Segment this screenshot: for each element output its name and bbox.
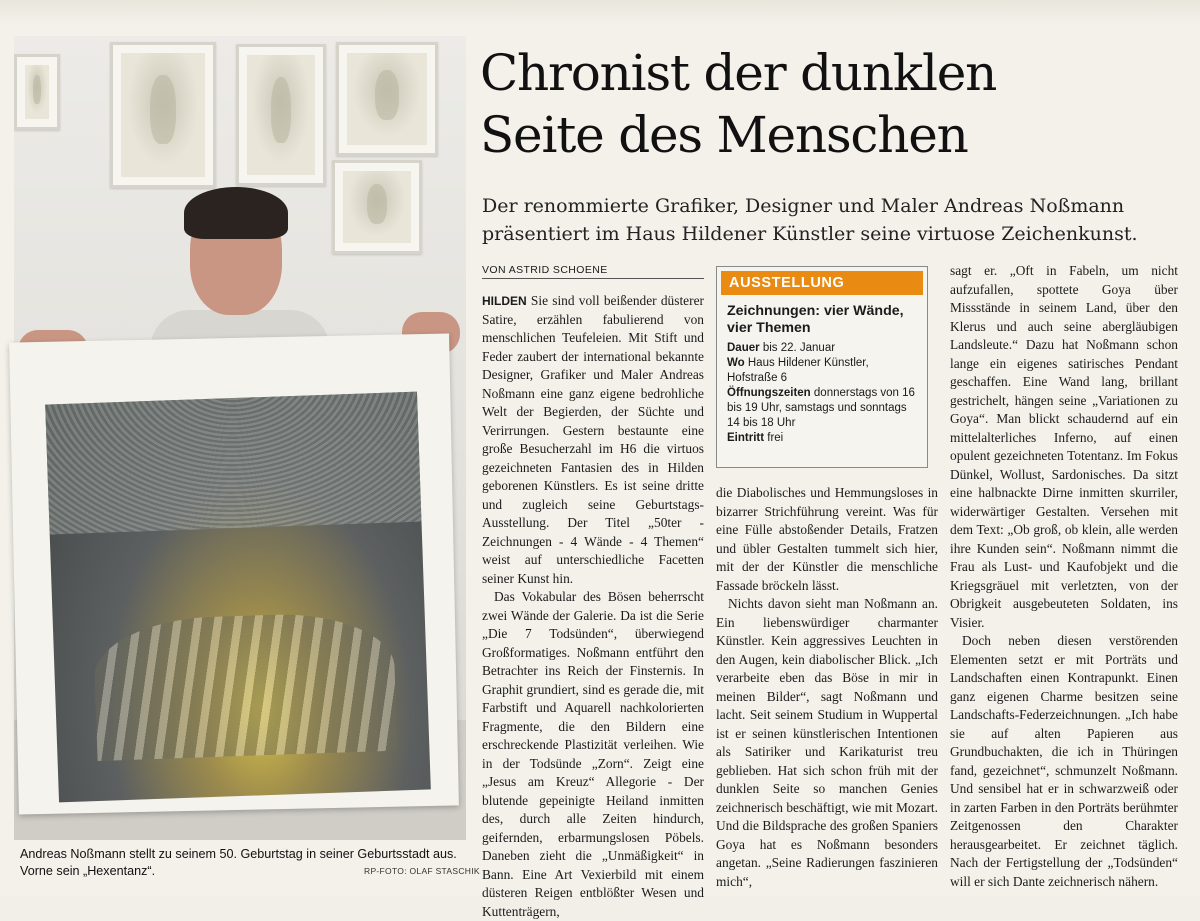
hexentanz-artwork	[45, 392, 431, 803]
infobox-dauer: Dauer bis 22. Januar	[727, 342, 836, 354]
wall-frame	[236, 44, 326, 186]
paragraph: Das Vokabular des Bösen beherrscht zwei Wände der Galerie. Da ist die Serie „Die 7 Todsünden“, überwiegend Großformatiges. Noßmann entführt den Betrachter ins Reich der Finsternis. In Graphit grundiert, sind es gerade die, mit Farbstift und Aquarell nachkolorierten Fragmente, die den Bildern eine erschreckende Plastizität verleihen. Wie in der Todsünde „Zorn“. Zeigt eine „Jesus am Kreuz“ Allegorie - Der blutende gepeinigte Heiland inmitten des, durch alle Zeiten hindurch, geifernden, erbarmungslosen Pöbels. Daneben zieht die „Unmäßigkeit“ in Bann. Eine Art Vexierbild mit einem düsteren Reigen entblößter Wesen und Kuttenträgern,	[482, 589, 704, 919]
headline-line-1: Chronist der dunklen	[480, 44, 997, 102]
infobox-zeiten: Öffnungszeiten donnerstags von 16 bis 19 Uhr, samstags und sonntags 14 bis 18 Uhr	[727, 387, 915, 429]
article-headline	[480, 42, 1180, 166]
infobox-title: Zeichnungen: vier Wände, vier Themen	[727, 303, 904, 336]
infobox-tag: AUSSTELLUNG	[721, 271, 923, 295]
article-deck: Der renommierte Grafiker, Designer und Maler Andreas Noßmann präsentiert im Haus Hildener Künstler seine virtuose Zeichenkunst.	[482, 195, 1138, 245]
photo-caption: Andreas Noßmann stellt zu seinem 50. Geburtstag in seiner Geburtsstadt aus. Vorne sein „Hexentanz“.	[20, 847, 457, 878]
photo-credit: RP-FOTO: OLAF STASCHIK	[364, 866, 480, 876]
article-column-1	[482, 292, 704, 921]
article-column-3	[950, 262, 1178, 891]
wall-frame	[332, 160, 422, 254]
artist-hair	[184, 187, 288, 239]
infobox-wo: Wo Haus Hildener Künstler, Hofstraße 6	[727, 357, 869, 384]
previous-page-bleed	[0, 0, 1200, 24]
paragraph: Doch neben diesen verstörenden Elementen setzt er mit Porträts und Landschaften einen Kontrapunkt. Einen ganz eigenen Charme besitzen seine Landschafts-Federzeichnungen. „Ich habe sie auf alten Papieren aus Grundbuchakten, die ich in Thüringen fand, gezeichnet“, schmunzelt Noßmann. Und sensibel hat er in schwarzweiß oder in zarten Farben in den Porträts berühmter Zeitgenossen den Charakter herausgearbeitet. Er zeichnet täglich. Nach der Fertigstellung der „Todsünden“ will er sich Dante zeichnerisch nähern.	[950, 633, 1178, 889]
wall-frame	[14, 54, 60, 130]
dateline: HILDEN	[482, 294, 527, 308]
paragraph: die Diabolisches und Hemmungsloses in bizarrer Strichführung vereint. Was für eine Fülle abstoßender Details, Fratzen und übler Gestalten tummelt sich hier, mit der der Künstler die menschliche Fassade bröckeln lässt.	[716, 485, 938, 593]
article-column-2	[716, 484, 938, 891]
article-byline: VON ASTRID SCHOENE	[482, 264, 704, 279]
paragraph: Nichts davon sieht man Noßmann an. Ein liebenswürdiger charmanter Künstler. Kein aggressives Leuchten in den Augen, kein diabolischer Blick. „Ich verarbeite eben das Böse in mir in meinen Bilder“, sagt Noßmann und lacht. Seit seinem Studium in Wuppertal ist er seinen künstlerischen Intentionen als Satiriker und Karikaturist treu geblieben. Hat sich schon früh mit der dunklen Seite so manchen Genies zeichnerisch beschäftigt, wie mit Mozart. Und die Bildsprache des großen Spaniers Goya hat es Noßmann besonders angetan. „Seine Radierungen faszinieren mich“,	[716, 596, 938, 889]
exhibition-infobox	[716, 266, 928, 468]
headline-line-2: Seite des Menschen	[480, 106, 968, 164]
paragraph: sagt er. „Oft in Fabeln, um nicht aufzufallen, spottete Goya über Missstände in seinem Land, über den Klerus und auch seine abergläubigen Landsleute.“ Dazu hat Noßmann schon lange ein eigenes satirisches Pendant geschaffen. Eine Wand lang, brillant gestrichelt, hängen seine „Variationen zu Goya“. Man blickt schaudernd auf ein mittelalterliches Inferno, auf einen opulent gezeichneten Totentanz. Im Fokus Dünkel, Wollust, Sardonisches. Da sitzt eine halbnackte Dirne inmitten skurriler, widerwärtiger Gestalten. Versehen mit dem Text: „Ob groß, ob klein, alle werden ihre Kunden sein“. Noßmann nimmt die Frau als Lust- und Kaufobjekt und die Kriegsgräuel mit verletzten, von der Obrigkeit ausgebeuteten Soldaten, ins Visier.	[950, 263, 1178, 630]
paragraph: HILDEN Sie sind voll beißender düsterer Satire, erzählen fabulierend von menschlichen Teufeleien. Mit Stift und Feder zaubert der international bekannte Designer, Grafiker und Maler Andreas Noßmann eine ganz eigene bedrohliche Welt der Begierden, der Süchte und Verirrungen. Gestern bestaunte eine große Besucherzahl im H6 die virtuos gezeichneten Fantasien des in Hilden geborenen Künstlers. Es ist seine dritte und zugleich seine Geburtstags-Ausstellung. Der Titel „50ter - Zeichnungen - 4 Wände - 4 Themen“ weist auf unterschiedliche Facetten seiner Kunst hin.	[482, 293, 704, 586]
infobox-eintritt: Eintritt frei	[727, 432, 784, 444]
wall-frame	[110, 42, 216, 188]
wall-frame	[336, 42, 438, 156]
